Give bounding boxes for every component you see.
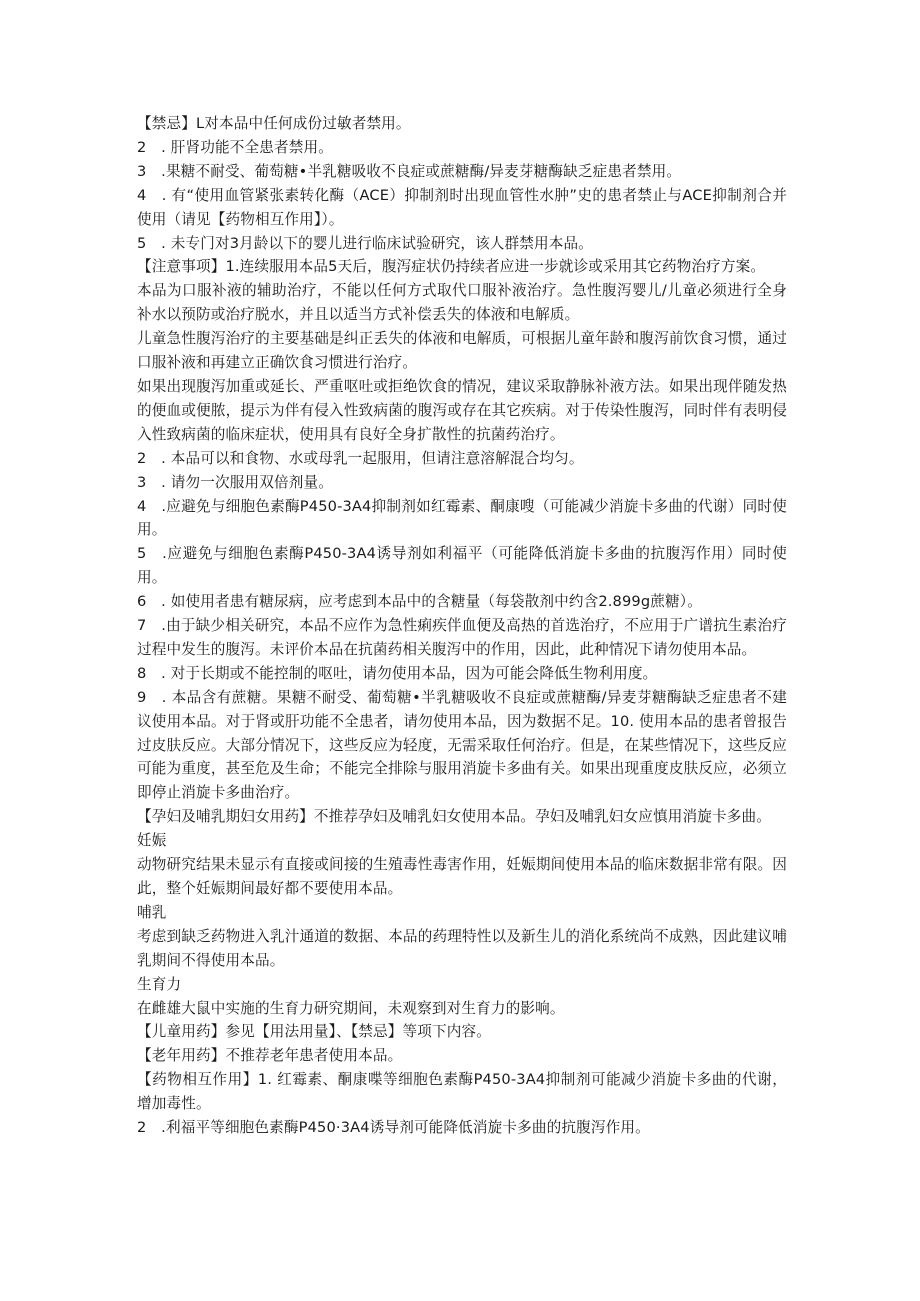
precaution-item-7: 7 .由于缺少相关研究，本品不应作为急性痢疾伴血便及高热的首选治疗，不应用于广谱抗生素治疗过程中发生的腹泻。未评价本品在抗菌药相关腹泻中的作用，因此，此种情况下请勿使用本品。 — [137, 617, 787, 658]
lactation-text: 考虑到缺乏药物进入乳汁通道的数据、本品的药理特性以及新生儿的消化系统尚不成熟，因此建议哺乳期间不得使用本品。 — [137, 927, 787, 969]
drug-interaction-item-2: 2 .利福平等细胞色素酶P450·3A4诱导剂可能降低消旋卡多曲的抗腹泻作用。 — [137, 1119, 650, 1137]
pregnancy-text: 动物研究结果未显示有直接或间接的生殖毒性毒害作用，妊娠期间使用本品的临床数据非常有限。因此，整个妊娠期间最好都不要使用本品。 — [137, 856, 787, 897]
precaution-item-5: 5 .应避免与细胞色素酶P450-3A4诱导剂如利福平（可能降低消旋卡多曲的抗腹泻作用）同时使用。 — [137, 545, 787, 587]
contraindication-item-4: 4 . 有“使用血管紧张素转化酶（ACE）抑制剂时出现血管性水肿”史的患者禁止与ACE抑制剂合并使用（请见【药物相互作用】）。 — [137, 186, 787, 228]
contraindication-item-5: 5 . 未专门对3月龄以下的婴儿进行临床试验研究，该人群禁用本品。 — [137, 234, 594, 252]
contraindications-heading-paragraph: 【禁忌】L对本品中任何成份过敏者禁用。 — [137, 115, 411, 132]
precaution-item-9: 9 . 本品含有蔗糖。果糖不耐受、葡萄糖•半乳糖吸收不良症或蔗糖酶/异麦芽糖酶缺乏症患者不建议使用本品。对于肾或肝功能不全患者，请勿使用本品，因为数据不足。10. 使用本品的患者曾报告过皮肤反应。大部分情况下，这些反应为轻度，无需采取任何治疗。但是，在某些情况下，这些反应可能为重度，甚至危及生命；不能完全排除与服用消旋卡多曲有关。如果出现重度皮肤反应，必须立即停止消旋卡多曲治疗。 — [137, 688, 787, 802]
fertility-text: 在雌雄大鼠中实施的生育力研究期间，未观察到对生育力的影响。 — [137, 999, 565, 1017]
precautions-severe-diarrhea: 如果出现腹泻加重或延长、严重呕吐或拒绝饮食的情况，建议采取静脉补液方法。如果出现伴随发热的便血或便脓，提示为伴有侵入性致病菌的腹泻或存在其它疾病。对于传染性腹泻，同时伴有表明侵入性致病菌的临床症状，使用具有良好全身扩散性的抗菌药治疗。 — [137, 377, 787, 443]
precaution-item-8: 8 . 对于长期或不能控制的呕吐，请勿使用本品，因为可能会降低生物利用度。 — [137, 664, 658, 682]
precaution-item-2: 2 . 本品可以和食物、水或母乳一起服用，但请注意溶解混合均匀。 — [137, 449, 584, 467]
pregnancy-lactation-heading-paragraph: 【孕妇及哺乳期妇女用药】不推荐孕妇及哺乳妇女使用本品。孕妇及哺乳妇女应慎用消旋卡多曲。 — [137, 808, 771, 826]
precaution-item-4: 4 .应避免与细胞色素酶P450-3A4抑制剂如红霉素、酮康嗖（可能减少消旋卡多曲的代谢）同时使用。 — [137, 497, 787, 539]
contraindication-item-2: 2 . 肝肾功能不全患者禁用。 — [137, 138, 333, 156]
document-body — [137, 112, 787, 1140]
lactation-subheading: 哺乳 — [137, 903, 167, 921]
precautions-child-treatment: 儿童急性腹泻治疗的主要基础是纠正丢失的体液和电解质，可根据儿童年龄和腹泻前饮食习惯，通过口服补液和再建立正确饮食习惯进行治疗。 — [137, 330, 787, 372]
fertility-subheading: 生育力 — [137, 975, 182, 993]
precautions-oral-rehydration: 本品为口服补液的辅助治疗，不能以任何方式取代口服补液治疗。急性腹泻婴儿/儿童必须进行全身补水以预防或治疗脱水，并且以适当方式补偿丢失的体液和电解质。 — [137, 282, 787, 324]
contraindication-item-3: 3 .果糖不耐受、葡萄糖•半乳糖吸收不良症或蔗糖酶/异麦芽糖酶缺乏症患者禁用。 — [137, 162, 682, 180]
pediatric-use-paragraph: 【儿童用药】参见【用法用量】、【禁忌】等项下内容。 — [137, 1023, 491, 1041]
precautions-heading-paragraph: 【注意事项】1.连续服用本品5天后，腹泻症状仍持续者应进一步就诊或采用其它药物治疗方案。 — [137, 258, 766, 276]
drug-interactions-heading-paragraph: 【药物相互作用】1. 红霉素、酮康喋等细胞色素酶P450-3A4抑制剂可能减少消旋卡多曲的代谢，增加毒性。 — [137, 1071, 787, 1113]
precaution-item-3: 3 . 请勿一次服用双倍剂量。 — [137, 473, 333, 491]
precaution-item-6: 6 . 如使用者患有糖尿病，应考虑到本品中的含糖量（每袋散剂中约含2.899g蔗糖）。 — [137, 593, 702, 611]
pregnancy-subheading: 妊娠 — [137, 832, 167, 850]
geriatric-use-paragraph: 【老年用药】不推荐老年患者使用本品。 — [137, 1047, 403, 1065]
